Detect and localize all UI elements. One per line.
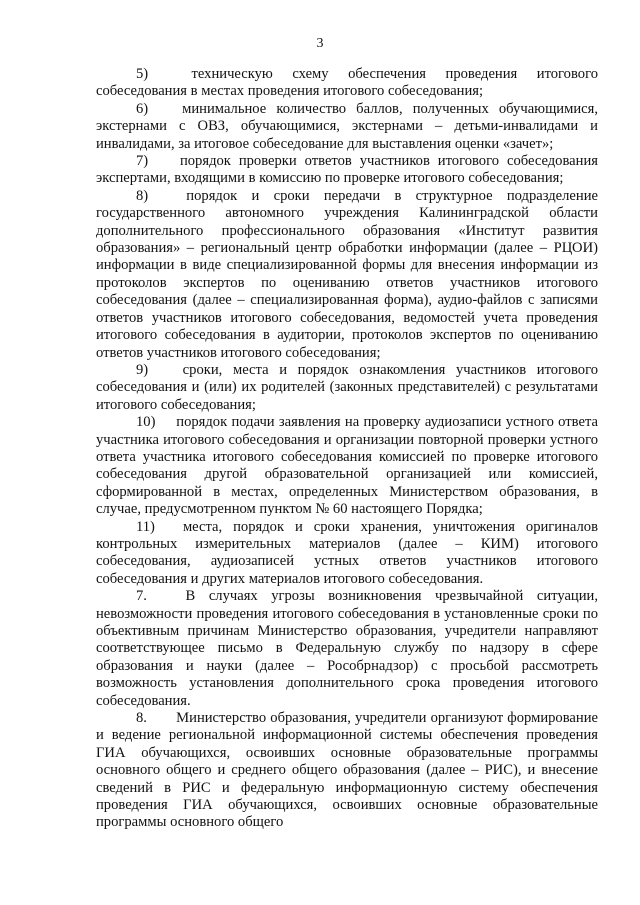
item-number: 11) (136, 518, 155, 535)
item-number: 10) (136, 414, 156, 431)
paragraph-item-7 (96, 153, 598, 188)
item-number: 9) (136, 361, 149, 378)
paragraph-item-11 (96, 519, 598, 589)
paragraph-item-9 (96, 362, 598, 414)
paragraph-text: минимальное количество баллов, полученных обучающимися, экстернами с ОВЗ, обучающимися, экстернами – детьми-инвалидами и инвалидами, за итоговое собеседование для выставления оценки «зачет»; (96, 100, 599, 152)
item-number: 7) (136, 153, 149, 170)
paragraph-text: техническую схему обеспечения проведения итогового собеседования в местах проведения итогового собеседования; (96, 66, 598, 100)
paragraph-text: сроки, места и порядок ознакомления участников итогового собеседования и (или) их родителей (законных представителей) с результатами итогового собеседования; (96, 361, 598, 413)
paragraph-item-5 (96, 66, 598, 101)
paragraph-text: порядок проверки ответов участников итогового собеседования экспертами, входящими в комиссию по проверке итогового собеседования; (96, 153, 598, 187)
item-number: 8) (136, 187, 149, 204)
item-number: 6) (136, 100, 149, 117)
section-number: 8. (136, 710, 147, 727)
paragraph-text: порядок подачи заявления на проверку аудиозаписи устного ответа участника итогового собеседования и организации повторной проверки устного ответа участника итогового собеседования комиссией по проверке итогового собеседования другой образовательной организацией или комиссией, сформированной в местах, определенных Министерством образования, в случае, предусмотренном пунктом № 60 настоящего Порядка; (96, 414, 598, 518)
document-body (96, 66, 598, 832)
paragraph-text: В случаях угрозы возникновения чрезвычайной ситуации, невозможности проведения итогового собеседования в установленные сроки по объективным причинам Министерство образования, учредители направляют соответствующее письмо в Федеральную службу по надзору в сфере образования и науки (далее – Рособрнадзор) с просьбой рассмотреть возможность установления дополнительного срока проведения итогового собеседования. (96, 588, 598, 709)
item-number: 5) (136, 66, 149, 82)
paragraph-text: порядок и сроки передачи в структурное подразделение государственного автономного учреждения Калининградской области дополнительного профессионального образования «Институт развития образования» – региональный центр обработки информации (далее – РЦОИ) информации в виде специализированной формы для внесения информации из протоколов экспертов по оцениванию ответов участников итогового собеседования (далее – специализированная форма), аудио-файлов с записями ответов участников итогового собеседования, ведомостей учета проведения итогового собеседования в аудитории, протоколов экспертов по оцениванию ответов участников итогового собеседования; (96, 187, 598, 361)
paragraph-section-8 (96, 710, 598, 832)
paragraph-item-8 (96, 188, 598, 362)
paragraph-text: Министерство образования, учредители организуют формирование и ведение региональной информационной системы обеспечения проведения ГИА обучающихся, освоивших основные образовательные программы основного общего и среднего общего образования (далее – РИС), и внесение сведений в РИС и федеральную информационную систему обеспечения проведения ГИА обучающихся, освоивших основные образовательные программы основного общего (96, 710, 598, 831)
paragraph-item-6 (96, 101, 598, 153)
paragraph-section-7 (96, 588, 598, 710)
page-number: 3 (316, 36, 324, 51)
paragraph-item-10 (96, 414, 598, 518)
section-number: 7. (136, 588, 147, 605)
paragraph-text: места, порядок и сроки хранения, уничтожения оригиналов контрольных измерительных материалов (далее – КИМ) итогового собеседования, аудиозаписей устных ответов участников итогового собеседования и других материалов итогового собеседования. (96, 518, 598, 587)
